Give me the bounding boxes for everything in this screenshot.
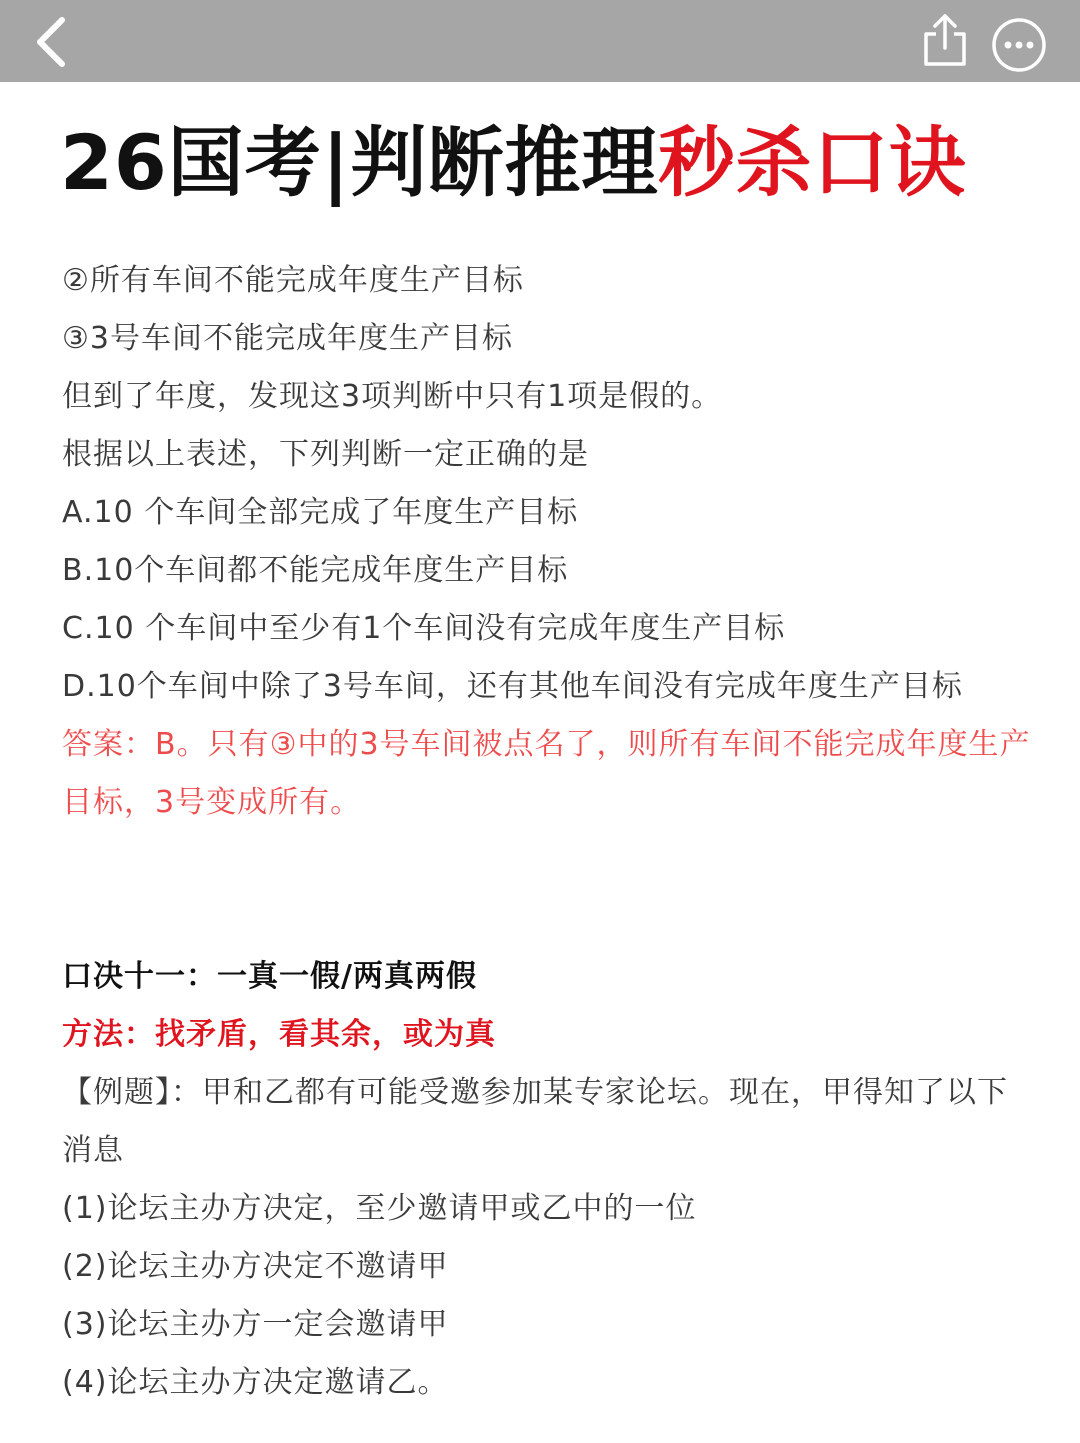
question-line: 根据以上表述，下列判断一定正确的是 [62, 437, 589, 472]
option-b: B.10个车间都不能完成年度生产目标 [62, 553, 569, 588]
share-icon [918, 12, 972, 70]
answer-text: 答案：B。只有③中的3号车间被点名了，则所有车间不能完成年度生产目标，3号变成所有。 [62, 727, 1031, 820]
method-text: 方法：找矛盾，看其余，或为真 [62, 1017, 496, 1052]
more-options-button[interactable] [990, 16, 1048, 74]
list-item: (1)论坛主办方决定，至少邀请甲或乙中的一位 [62, 1191, 697, 1226]
top-navigation-bar [0, 0, 1080, 82]
share-button[interactable] [918, 12, 972, 70]
title-main: 26国考|判断推理 [60, 118, 659, 207]
spacer [62, 832, 1032, 948]
option-d: D.10个车间中除了3号车间，还有其他车间没有完成年度生产目标 [62, 669, 963, 704]
option-a: A.10 个车间全部完成了年度生产目标 [62, 495, 579, 530]
statement-line: ②所有车间不能完成年度生产目标 [62, 263, 524, 298]
section-heading: 口决十一：一真一假/两真两假 [62, 959, 477, 994]
page-title [60, 108, 1040, 218]
paragraph-line: 但到了年度，发现这3项判断中只有1项是假的。 [62, 379, 723, 414]
chevron-left-icon [26, 14, 82, 70]
statement-line: ③3号车间不能完成年度生产目标 [62, 321, 513, 356]
list-item: (4)论坛主办方决定邀请乙。 [62, 1365, 449, 1400]
more-icon [990, 16, 1048, 74]
back-button[interactable] [26, 14, 82, 70]
list-item: (3)论坛主办方一定会邀请甲 [62, 1307, 449, 1342]
option-c: C.10 个车间中至少有1个车间没有完成年度生产目标 [62, 611, 786, 646]
example-text: 【例题】：甲和乙都有可能受邀参加某专家论坛。现在，甲得知了以下消息 [62, 1075, 1008, 1168]
title-highlight: 秒杀口诀 [658, 118, 967, 207]
list-item: (2)论坛主办方决定不邀请甲 [62, 1249, 449, 1284]
article-body [62, 252, 1032, 1412]
